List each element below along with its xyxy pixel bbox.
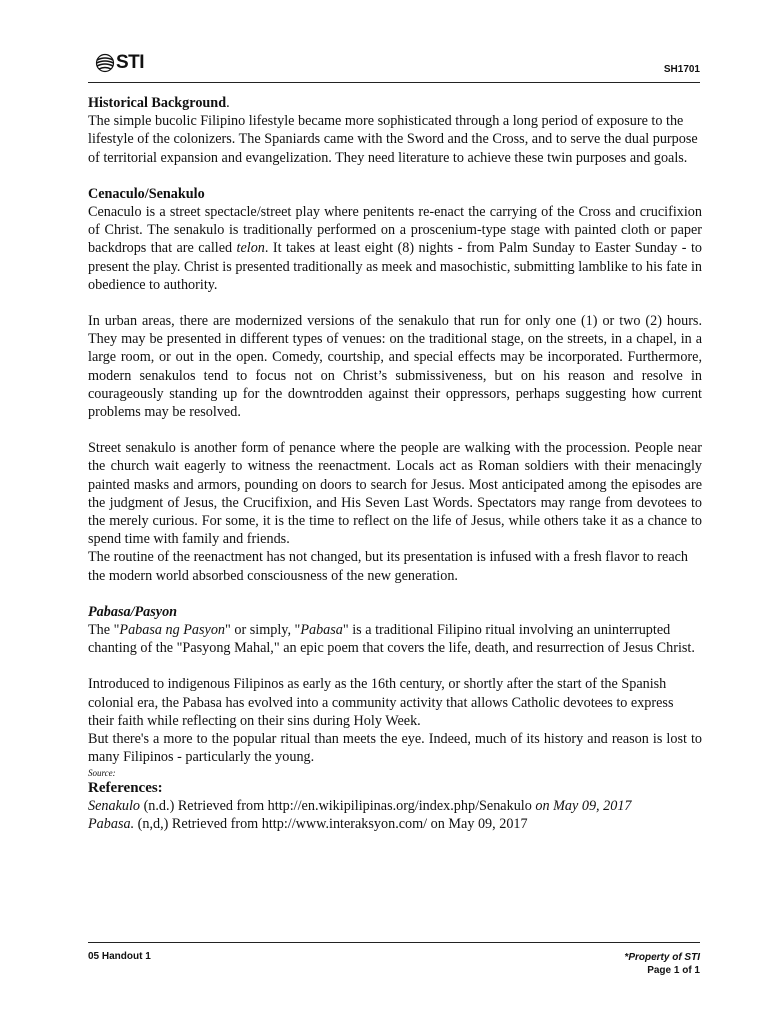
page-number: Page 1 of 1 [647, 965, 700, 976]
text-run: " is a traditional Filipino ritual involving an uninterrupted chanting of the "Pasyong Mahal," an epic poem that covers the life, death, and resurrection of Jesus Christ. [88, 622, 695, 657]
text-run: Cenaculo is a street spectacle/street play where penitents re-enact the carrying of the Cross and crucifixion of Christ. The senakulo is traditionally performed on a proscenium-type stage with painted cloth or paper backdrops that are called [88, 204, 702, 257]
senakulo-paragraph-1 [88, 203, 702, 294]
reference-1 [88, 797, 702, 815]
italic-term: Pabasa ng Pasyon [119, 622, 226, 639]
references-heading: References: [88, 779, 163, 796]
document-body [88, 94, 702, 833]
historical-heading-line [88, 94, 702, 112]
senakulo-heading: Cenaculo/Senakulo [88, 185, 205, 202]
logo-text: STI [116, 52, 145, 73]
reference-title: Senakulo [88, 797, 141, 814]
pabasa-paragraph-2: Introduced to indigenous Filipinos as early as the 16th century, or shortly after the start of the Spanish colonial era, the Pabasa has evolved into a community activity that allows Catholic devotees to express their faith while reflecting on their sins during Holy Week. [88, 676, 674, 729]
reference-2 [88, 815, 702, 833]
reference-text: (n,d,) Retrieved from http://www.interaksyon.com/ on May 09, 2017 [134, 815, 528, 832]
pabasa-paragraph-3: But there's a more to the popular ritual than meets the eye. Indeed, much of its history and reason is lost to many Filipinos - particularly the young. [88, 731, 702, 766]
italic-term: telon [236, 240, 265, 257]
heading-period: . [226, 95, 230, 111]
senakulo-paragraph-4: The routine of the reenactment has not changed, but its presentation is infused with a fresh flavor to reach the modern world absorbed consciousness of the new generation. [88, 549, 689, 584]
historical-paragraph: The simple bucolic Filipino lifestyle became more sophisticated through a long period of exposure to the lifestyle of the colonizers. The Spaniards came with the Sword and the Cross, and to serve the dual purpose of territorial expansion and evangelization. They need literature to achieve these twin purposes and goals. [88, 113, 698, 166]
pabasa-heading: Pabasa/Pasyon [88, 603, 178, 620]
pabasa-paragraph-1 [88, 621, 702, 657]
historical-heading: Historical Background [88, 95, 227, 111]
italic-term: Pabasa [300, 622, 343, 639]
senakulo-paragraph-3: Street senakulo is another form of penance where the people are walking with the procession. People near the church wait eagerly to witness the reenactment. Locals act as Roman soldiers with their menacingly painted masks and armors, pounding on doors to search for Jesus. Most anticipated among the episodes are the judgment of Jesus, the Crucifixion, and His Seven Last Words. Spectators may range from devotees to the merely curious. For some, it is the time to reflect on the life of Jesus, while others take it as a chance to spend time with family and friends. [88, 440, 702, 548]
document-code: SH1701 [663, 64, 700, 75]
reference-text: (n.d.) Retrieved from http://en.wikipilipinas.org/index.php/Senakulo [140, 797, 536, 814]
reference-title: Pabasa. [88, 815, 135, 832]
sti-globe-icon [95, 53, 115, 73]
property-label: *Property of STI [624, 952, 700, 963]
text-run: . It takes at least eight (8) nights - from Palm Sunday to Easter Sunday - to present the play. Christ is presented traditionally as meek and masochistic, submitting lamblike to his fate in obedience to authority. [88, 240, 702, 293]
text-run: " or simply, " [225, 622, 301, 639]
reference-date: on May 09, 2017 [535, 797, 632, 814]
senakulo-paragraph-2: In urban areas, there are modernized versions of the senakulo that run for only one (1) or two (2) hours. They may be presented in different types of venues: on the traditional stage, on the streets, in a chapel, in a large room, or out in the open. Comedy, courtship, and special effects may be incorporated. Furthermore, modern senakulos tend to focus not on Christ’s submissiveness, but on his reason and resolve in courageously standing up for the downtrodden against their oppressors, perhaps suggesting how current problems may be resolved. [88, 313, 702, 421]
handout-label: 05 Handout 1 [88, 951, 151, 962]
text-run: The " [88, 622, 120, 639]
header-rule [88, 82, 700, 83]
sti-logo [95, 52, 144, 74]
footer-right [624, 951, 700, 977]
source-label: Source: [88, 767, 116, 778]
footer-rule [88, 942, 700, 943]
